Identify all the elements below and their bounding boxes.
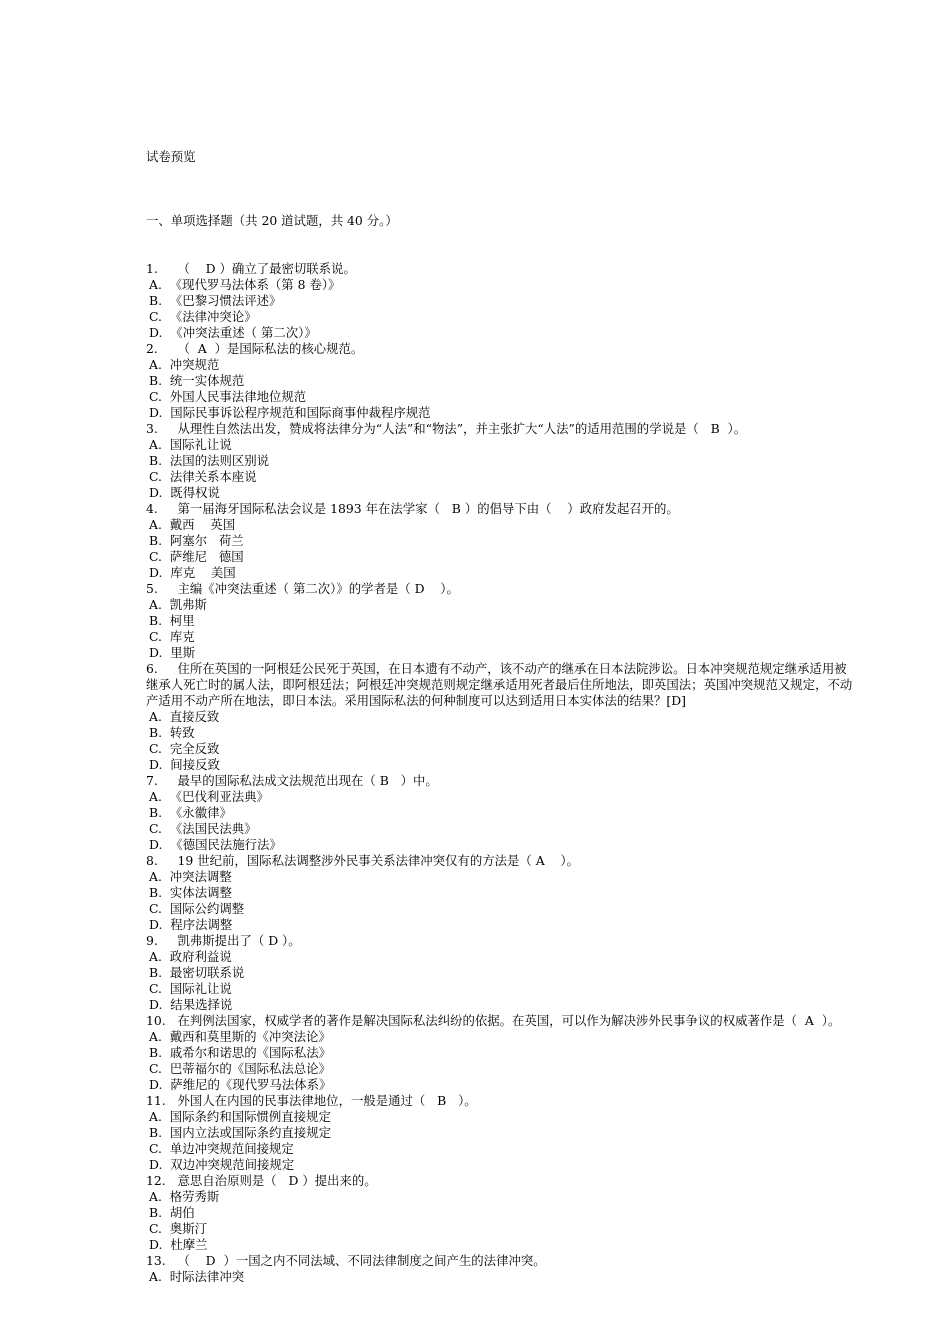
question-stem: 9. 凯弗斯提出了（ D ）。	[146, 933, 301, 948]
question-option: C. 奥斯汀	[149, 1221, 208, 1236]
question-option: C. 《法律冲突论》	[149, 309, 257, 324]
question-option: A. 冲突法调整	[149, 869, 232, 884]
question-stem: 6. 住所在英国的一阿根廷公民死于英国，在日本遗有不动产，该不动产的继承在日本法院涉讼。日本冲突规范规定继承适用被继承人死亡时的属人法，即阿根廷法；阿根廷冲突规范则规定继承适用死者最后住所地法，即英国法；英国冲突规范又规定，不动产适用不动产所在地法，即日本法。采用国际私法的何种制度可以达到适用日本实体法的结果？[D]	[146, 661, 853, 708]
question-option: A. 国际礼让说	[149, 437, 232, 452]
question-option: B. 《巴黎习惯法评述》	[149, 293, 282, 308]
question-list	[146, 261, 856, 1285]
page-title: 试卷预览	[146, 149, 196, 164]
question-option: C. 国际礼让说	[149, 981, 232, 996]
question-option: A. 戴西和莫里斯的《冲突法论》	[149, 1029, 331, 1044]
question-stem: 12. 意思自治原则是（ D ）提出来的。	[146, 1173, 377, 1188]
question-stem: 8. 19 世纪前，国际私法调整涉外民事关系法律冲突仅有的方法是（ A ）。	[146, 853, 579, 868]
question-option: A. 时际法律冲突	[149, 1269, 245, 1284]
question-option: A. 戴西 英国	[149, 517, 236, 532]
question-stem: 13. （ D ）一国之内不同法域、不同法律制度之间产生的法律冲突。	[146, 1253, 546, 1268]
question-stem: 11. 外国人在内国的民事法律地位，一般是通过（ B ）。	[146, 1093, 477, 1108]
question-option: A. 政府利益说	[149, 949, 232, 964]
question-option: D. 杜摩兰	[149, 1237, 208, 1252]
question-option: D. 库克 美国	[149, 565, 236, 580]
question-option: C. 法律关系本座说	[149, 469, 257, 484]
exam-content	[146, 117, 856, 1317]
question-option: A. 《现代罗马法体系（第 8 卷）》	[149, 277, 341, 292]
question-option: C. 库克	[149, 629, 195, 644]
question-option: A. 直接反致	[149, 709, 220, 724]
question-option: C. 萨维尼 德国	[149, 549, 244, 564]
question-option: B. 柯里	[149, 613, 195, 628]
question-option: A. 国际条约和国际惯例直接规定	[149, 1109, 331, 1124]
question-option: C. 外国人民事法律地位规范	[149, 389, 307, 404]
section-heading: 一、单项选择题（共 20 道试题，共 40 分。）	[146, 213, 398, 228]
question-option: B. 实体法调整	[149, 885, 232, 900]
question-stem: 3. 从理性自然法出发，赞成将法律分为“人法”和“物法”，并主张扩大“人法”的适用范围的学说是（ B ）。	[146, 421, 747, 436]
question-stem: 10. 在判例法国家，权威学者的著作是解决国际私法纠纷的依据。在英国，可以作为解决涉外民事争议的权威著作是（ A ）。	[146, 1013, 841, 1028]
question-option: B. 戚希尔和诺思的《国际私法》	[149, 1045, 331, 1060]
question-option: D. 既得权说	[149, 485, 220, 500]
question-option: A. 冲突规范	[149, 357, 220, 372]
question-option: B. 国内立法或国际条约直接规定	[149, 1125, 331, 1140]
question-stem: 2. （ A ）是国际私法的核心规范。	[146, 341, 364, 356]
question-option: C. 《法国民法典》	[149, 821, 257, 836]
question-option: B. 法国的法则区别说	[149, 453, 270, 468]
question-stem: 7. 最早的国际私法成文法规范出现在（ B ）中。	[146, 773, 438, 788]
question-option: D. 《德国民法施行法》	[149, 837, 282, 852]
question-option: D. 里斯	[149, 645, 196, 660]
question-option: A. 格劳秀斯	[149, 1189, 220, 1204]
question-option: C. 单边冲突规范间接规定	[149, 1141, 294, 1156]
question-option: B. 《永徽律》	[149, 805, 232, 820]
question-stem: 4. 第一届海牙国际私法会议是 1893 年在法学家（ B ）的倡导下由（ ）政府发起召开的。	[146, 501, 679, 516]
question-option: D. 萨维尼的《现代罗马法体系》	[149, 1077, 332, 1092]
question-option: D. 国际民事诉讼程序规范和国际商事仲裁程序规范	[149, 405, 431, 420]
question-option: B. 阿塞尔 荷兰	[149, 533, 244, 548]
question-option: D. 双边冲突规范间接规定	[149, 1157, 295, 1172]
question-option: B. 统一实体规范	[149, 373, 245, 388]
question-option: A. 《巴伐利亚法典》	[149, 789, 269, 804]
question-option: D. 程序法调整	[149, 917, 233, 932]
question-option: B. 最密切联系说	[149, 965, 245, 980]
question-stem: 5. 主编《冲突法重述（ 第二次）》的学者是（ D ）。	[146, 581, 459, 596]
question-option: C. 完全反致	[149, 741, 220, 756]
question-stem: 1. （ D ）确立了最密切联系说。	[146, 261, 356, 276]
question-option: D. 结果选择说	[149, 997, 233, 1012]
question-option: C. 巴蒂福尔的《国际私法总论》	[149, 1061, 331, 1076]
question-option: B. 胡伯	[149, 1205, 195, 1220]
question-option: C. 国际公约调整	[149, 901, 245, 916]
question-option: D. 《冲突法重述（ 第二次）》	[149, 325, 317, 340]
question-option: B. 转致	[149, 725, 195, 740]
question-option: A. 凯弗斯	[149, 597, 207, 612]
question-option: D. 间接反致	[149, 757, 220, 772]
